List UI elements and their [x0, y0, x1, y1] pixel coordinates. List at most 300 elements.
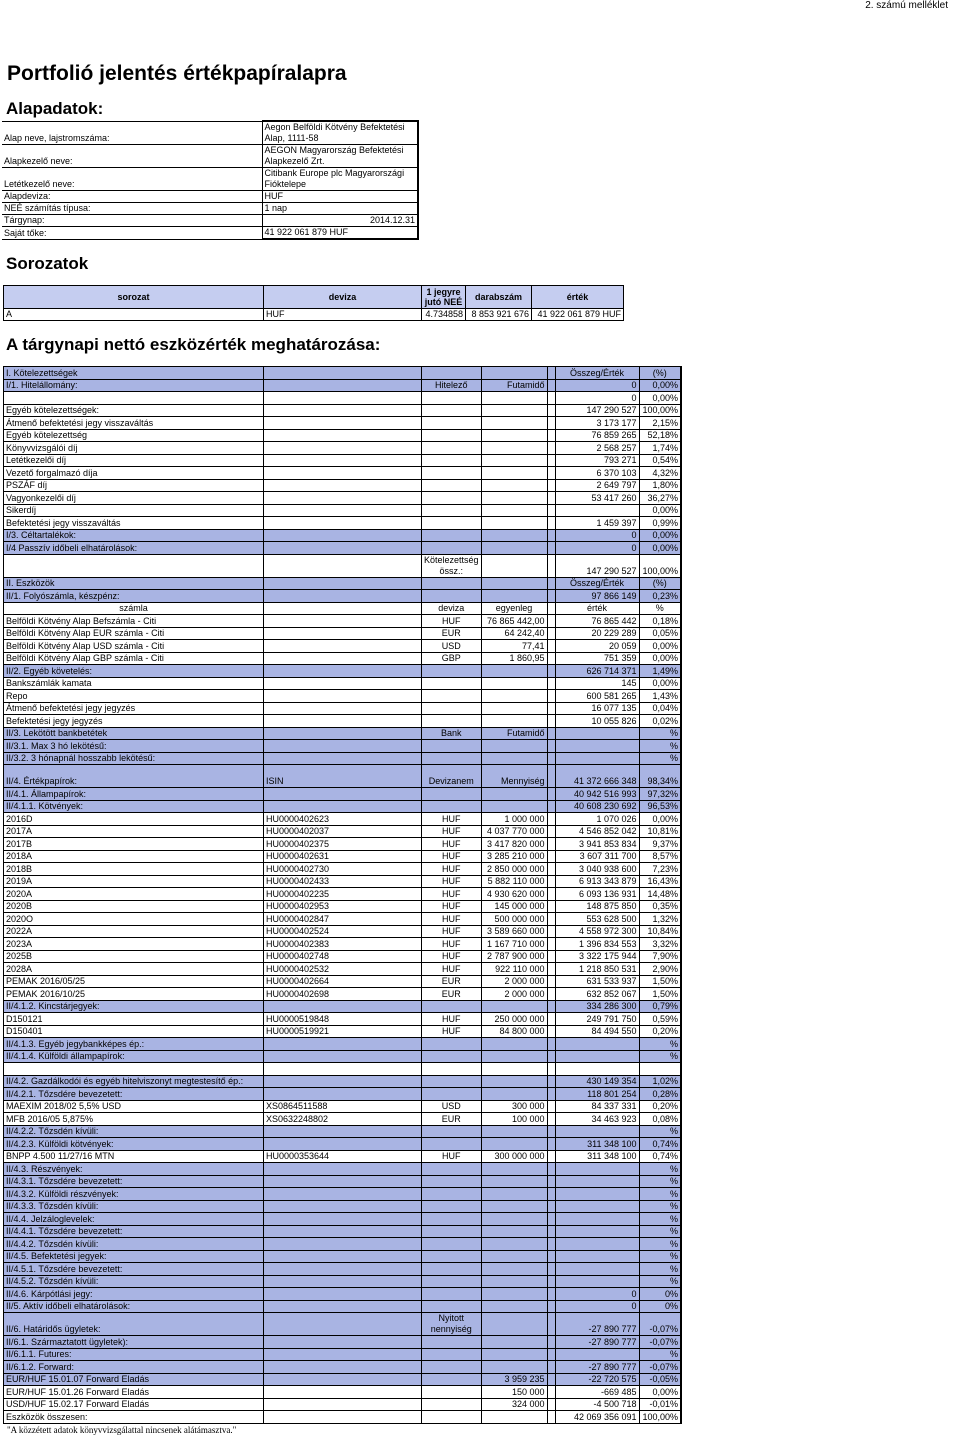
nav-cell-currency: HUF: [422, 900, 482, 913]
nav-cell-percent: 2,90%: [639, 963, 681, 976]
basic-label: Alapdeviza:: [2, 191, 262, 203]
nav-cell-label: II/6. Határidős ügyletek:: [4, 1313, 264, 1336]
series-header-sorozat: sorozat: [4, 286, 264, 309]
nav-cell-spacer: [547, 690, 555, 703]
nav-cell-spacer: [547, 1300, 555, 1313]
nav-cell-isin: HU0000402698: [264, 988, 422, 1001]
nav-cell-currency: [422, 1038, 482, 1051]
nav-cell-percent: 1,80%: [639, 479, 681, 492]
basic-row: [2, 203, 418, 215]
nav-cell-isin: [264, 788, 422, 801]
nav-cell-percent: 0,59%: [639, 1013, 681, 1026]
nav-cell-spacer: [547, 627, 555, 640]
nav-cell-value: 148 875 850: [555, 900, 639, 913]
nav-cell-spacer: [547, 602, 555, 615]
nav-cell-spacer: [547, 788, 555, 801]
nav-cell-quantity: [481, 367, 547, 380]
nav-cell-currency: [422, 529, 482, 542]
nav-cell-spacer: [547, 838, 555, 851]
nav-cell-isin: [264, 1263, 422, 1276]
nav-cell-label: Belföldi Kötvény Alap GBP számla - Citi: [4, 652, 264, 665]
nav-row: [4, 554, 682, 577]
nav-cell-value: -4 500 718: [555, 1398, 639, 1411]
nav-cell-currency: [422, 1163, 482, 1176]
nav-cell-percent: 1,02%: [639, 1075, 681, 1088]
nav-cell-spacer: [547, 392, 555, 405]
nav-cell-percent: 10,81%: [639, 825, 681, 838]
nav-cell-percent: (%): [639, 577, 681, 590]
nav-cell-percent: 0,74%: [639, 1138, 681, 1151]
nav-cell-percent: 7,90%: [639, 950, 681, 963]
nav-cell-percent: 0,20%: [639, 1100, 681, 1113]
nav-cell-quantity: 2 787 900 000: [481, 950, 547, 963]
series-header-nee: 1 jegyre jutó NEÉ: [422, 286, 466, 309]
nav-cell-value: -27 890 777: [555, 1361, 639, 1374]
nav-cell-spacer: [547, 702, 555, 715]
series-header-darabszam: darabszám: [466, 286, 532, 309]
nav-cell-currency: deviza: [422, 602, 482, 615]
nav-cell-percent: 0%: [639, 1300, 681, 1313]
nav-cell-label: I/1. Hitelállomány:: [4, 379, 264, 392]
nav-cell-isin: HU0000402664: [264, 975, 422, 988]
nav-cell-value: érték: [555, 602, 639, 615]
nav-cell-spacer: [547, 975, 555, 988]
nav-cell-quantity: 84 800 000: [481, 1025, 547, 1038]
nav-cell-currency: [422, 1275, 482, 1288]
nav-cell-label: 2020A: [4, 888, 264, 901]
nav-cell-label: II/2. Egyéb követelés:: [4, 665, 264, 678]
nav-cell-isin: HU0000402524: [264, 925, 422, 938]
nav-cell-quantity: [481, 1175, 547, 1188]
nav-cell-label: II/3.2. 3 hónapnál hosszabb lekötésű:: [4, 752, 264, 765]
nav-cell-percent: 0,54%: [639, 454, 681, 467]
nav-row: [4, 1348, 682, 1361]
nav-cell-isin: HU0000402730: [264, 863, 422, 876]
nav-cell-label: Átmenő befektetési jegy visszaváltás: [4, 417, 264, 430]
nav-cell-isin: HU0000402433: [264, 875, 422, 888]
nav-cell-label: 2017B: [4, 838, 264, 851]
nav-cell-value: [555, 1038, 639, 1051]
nav-row: [4, 1386, 682, 1399]
nav-cell-value: Összeg/Érték: [555, 367, 639, 380]
nav-cell-isin: ISIN: [264, 765, 422, 788]
nav-cell-label: II/4.1.1. Kötvények:: [4, 800, 264, 813]
nav-cell-value: 311 348 100: [555, 1150, 639, 1163]
nav-row: [4, 467, 682, 480]
nav-cell-percent: -0,07%: [639, 1313, 681, 1336]
nav-cell-value: 53 417 260: [555, 492, 639, 505]
nav-row: [4, 602, 682, 615]
nav-cell-currency: [422, 1188, 482, 1201]
nav-cell-currency: [422, 1075, 482, 1088]
nav-cell-currency: [422, 1263, 482, 1276]
basic-data-heading: Alapadatok:: [6, 99, 104, 118]
nav-cell-isin: [264, 379, 422, 392]
nav-cell-value: [555, 1050, 639, 1063]
nav-cell-quantity: 64 242,40: [481, 627, 547, 640]
nav-row: [4, 517, 682, 530]
nav-cell-value: 793 271: [555, 454, 639, 467]
nav-cell-quantity: [481, 1288, 547, 1301]
series-header-deviza: deviza: [264, 286, 422, 309]
nav-row: [4, 590, 682, 603]
nav-cell-percent: %: [639, 1250, 681, 1263]
nav-row: [4, 1213, 682, 1226]
nav-cell-value: 4 558 972 300: [555, 925, 639, 938]
nav-cell-quantity: [481, 479, 547, 492]
nav-cell-currency: Bank: [422, 727, 482, 740]
nav-cell-currency: [422, 417, 482, 430]
nav-cell-label: II/4.5.1. Tőzsdére bevezetett:: [4, 1263, 264, 1276]
nav-cell-isin: [264, 727, 422, 740]
nav-cell-currency: [422, 1200, 482, 1213]
nav-cell-spacer: [547, 652, 555, 665]
nav-cell-currency: [422, 1000, 482, 1013]
nav-cell-spacer: [547, 1313, 555, 1336]
nav-cell-isin: [264, 740, 422, 753]
nav-cell-value: 20 059: [555, 640, 639, 653]
nav-cell-percent: 1,32%: [639, 913, 681, 926]
nav-cell-isin: [264, 554, 422, 577]
nav-cell-percent: %: [639, 1348, 681, 1361]
nav-cell-percent: 2,15%: [639, 417, 681, 430]
nav-cell-percent: 8,57%: [639, 850, 681, 863]
nav-cell-label: II/4.1.2. Kincstárjegyek:: [4, 1000, 264, 1013]
nav-cell-isin: [264, 1411, 422, 1424]
nav-cell-currency: [422, 442, 482, 455]
nav-cell-currency: HUF: [422, 938, 482, 951]
nav-cell-quantity: [481, 417, 547, 430]
nav-cell-spacer: [547, 1063, 555, 1076]
nav-cell-percent: %: [639, 1038, 681, 1051]
nav-cell-quantity: [481, 1138, 547, 1151]
nav-row: [4, 975, 682, 988]
nav-cell-spacer: [547, 1336, 555, 1349]
nav-cell-percent: 96,53%: [639, 800, 681, 813]
nav-heading: A tárgynapi nettó eszközérték meghatározása:: [6, 335, 381, 354]
nav-cell-currency: USD: [422, 640, 482, 653]
nav-row: [4, 665, 682, 678]
nav-row: [4, 863, 682, 876]
nav-cell-label: II/4.4. Jelzáloglevelek:: [4, 1213, 264, 1226]
nav-cell-currency: [422, 590, 482, 603]
nav-cell-spacer: [547, 479, 555, 492]
nav-cell-isin: XS0864511588: [264, 1100, 422, 1113]
nav-cell-label: BNPP 4.500 11/27/16 MTN: [4, 1150, 264, 1163]
basic-value: Citibank Europe plc Magyarországi Fióktelepe: [262, 168, 418, 191]
nav-cell-label: 2020O: [4, 913, 264, 926]
nav-cell-quantity: 3 417 820 000: [481, 838, 547, 851]
nav-cell-value: 10 055 826: [555, 715, 639, 728]
nav-row: [4, 1373, 682, 1386]
basic-label: Alapkezelő neve:: [2, 145, 262, 168]
nav-cell-percent: %: [639, 1200, 681, 1213]
nav-cell-quantity: 324 000: [481, 1398, 547, 1411]
nav-cell-percent: 0,00%: [639, 392, 681, 405]
series-nee: 4.734858: [422, 309, 466, 321]
nav-table: [3, 366, 682, 1424]
nav-cell-label: II/4.3.3. Tőzsdén kívüli:: [4, 1200, 264, 1213]
nav-cell-value: 553 628 500: [555, 913, 639, 926]
nav-cell-percent: %: [639, 602, 681, 615]
nav-cell-currency: HUF: [422, 863, 482, 876]
nav-cell-percent: 0,00%: [639, 813, 681, 826]
nav-row: [4, 1263, 682, 1276]
nav-cell-currency: HUF: [422, 888, 482, 901]
nav-cell-isin: HU0000402235: [264, 888, 422, 901]
nav-cell-spacer: [547, 615, 555, 628]
nav-cell-currency: [422, 715, 482, 728]
nav-cell-value: [555, 1238, 639, 1251]
nav-row: [4, 417, 682, 430]
nav-cell-isin: HU0000519848: [264, 1013, 422, 1026]
nav-cell-isin: HU0000519921: [264, 1025, 422, 1038]
nav-cell-percent: 52,18%: [639, 429, 681, 442]
nav-cell-isin: HU0000402375: [264, 838, 422, 851]
nav-cell-currency: [422, 492, 482, 505]
nav-row: [4, 813, 682, 826]
nav-cell-value: [555, 740, 639, 753]
nav-row: [4, 800, 682, 813]
nav-cell-quantity: [481, 492, 547, 505]
nav-row: [4, 875, 682, 888]
nav-cell-value: Összeg/Érték: [555, 577, 639, 590]
nav-cell-percent: [639, 1063, 681, 1076]
nav-cell-percent: 0,00%: [639, 542, 681, 555]
nav-cell-isin: [264, 1063, 422, 1076]
nav-cell-value: 84 494 550: [555, 1025, 639, 1038]
nav-cell-spacer: [547, 1013, 555, 1026]
nav-cell-quantity: [481, 1050, 547, 1063]
nav-cell-label: II/4.2.3. Külföldi kötvények:: [4, 1138, 264, 1151]
nav-cell-spacer: [547, 1348, 555, 1361]
nav-row: [4, 1398, 682, 1411]
nav-cell-label: II/4.1. Állampapírok:: [4, 788, 264, 801]
nav-row: [4, 900, 682, 913]
nav-cell-isin: [264, 1200, 422, 1213]
nav-cell-isin: HU0000402037: [264, 825, 422, 838]
nav-cell-label: I/3. Céltartalékok:: [4, 529, 264, 542]
nav-cell-value: 249 791 750: [555, 1013, 639, 1026]
nav-cell-spacer: [547, 554, 555, 577]
nav-row: [4, 963, 682, 976]
nav-cell-percent: 0%: [639, 1288, 681, 1301]
nav-cell-label: I. Kötelezettségek: [4, 367, 264, 380]
nav-cell-label: EUR/HUF 15.01.26 Forward Eladás: [4, 1386, 264, 1399]
nav-cell-value: 600 581 265: [555, 690, 639, 703]
nav-row: [4, 727, 682, 740]
nav-cell-isin: [264, 1361, 422, 1374]
nav-cell-currency: [422, 1225, 482, 1238]
series-header-row: [4, 286, 624, 309]
nav-cell-label: 2016D: [4, 813, 264, 826]
nav-cell-value: 40 942 516 993: [555, 788, 639, 801]
nav-cell-quantity: 1 167 710 000: [481, 938, 547, 951]
nav-cell-isin: [264, 517, 422, 530]
nav-cell-isin: [264, 615, 422, 628]
nav-cell-isin: [264, 1000, 422, 1013]
nav-cell-spacer: [547, 715, 555, 728]
nav-cell-percent: 0,18%: [639, 615, 681, 628]
basic-label: Tárgynap:: [2, 215, 262, 227]
nav-row: [4, 1275, 682, 1288]
nav-cell-currency: [422, 800, 482, 813]
nav-cell-spacer: [547, 1361, 555, 1374]
nav-cell-currency: Kötelezettség össz.:: [422, 554, 482, 577]
nav-cell-label: II/5. Aktív időbeli elhatárolások:: [4, 1300, 264, 1313]
nav-cell-isin: HU0000402953: [264, 900, 422, 913]
nav-cell-quantity: [481, 1125, 547, 1138]
nav-cell-spacer: [547, 404, 555, 417]
nav-cell-quantity: [481, 1000, 547, 1013]
nav-cell-value: 626 714 371: [555, 665, 639, 678]
nav-cell-isin: [264, 429, 422, 442]
nav-cell-label: 2020B: [4, 900, 264, 913]
nav-cell-value: [555, 1125, 639, 1138]
nav-cell-isin: [264, 752, 422, 765]
nav-cell-value: -27 890 777: [555, 1336, 639, 1349]
nav-cell-currency: [422, 577, 482, 590]
nav-row: [4, 1238, 682, 1251]
nav-cell-spacer: [547, 800, 555, 813]
nav-cell-label: Vezető forgalmazó díja: [4, 467, 264, 480]
nav-cell-spacer: [547, 1373, 555, 1386]
nav-cell-value: 430 149 354: [555, 1075, 639, 1088]
nav-row: [4, 367, 682, 380]
series-table: [3, 285, 624, 321]
nav-cell-spacer: [547, 863, 555, 876]
nav-cell-spacer: [547, 1100, 555, 1113]
series-row: [4, 309, 624, 321]
nav-cell-percent: 100,00%: [639, 404, 681, 417]
nav-cell-value: 147 290 527: [555, 404, 639, 417]
nav-cell-percent: %: [639, 1263, 681, 1276]
nav-cell-value: [555, 1063, 639, 1076]
nav-cell-isin: [264, 454, 422, 467]
nav-cell-value: 3 322 175 944: [555, 950, 639, 963]
nav-cell-currency: Hitelező: [422, 379, 482, 392]
nav-cell-label: II/6.1.1. Futures:: [4, 1348, 264, 1361]
nav-cell-label: Egyéb kötelezettség: [4, 429, 264, 442]
nav-cell-spacer: [547, 1188, 555, 1201]
nav-cell-isin: [264, 1336, 422, 1349]
nav-cell-spacer: [547, 1275, 555, 1288]
nav-row: [4, 850, 682, 863]
nav-cell-currency: [422, 404, 482, 417]
nav-cell-quantity: [481, 665, 547, 678]
nav-cell-label: számla: [4, 602, 264, 615]
nav-row: [4, 702, 682, 715]
annex-label: 2. számú melléklet: [865, 0, 948, 11]
nav-cell-percent: 9,37%: [639, 838, 681, 851]
nav-cell-label: Eszközök összesen:: [4, 1411, 264, 1424]
nav-cell-percent: 0,00%: [639, 379, 681, 392]
nav-cell-quantity: [481, 1225, 547, 1238]
nav-cell-value: 0: [555, 392, 639, 405]
nav-cell-currency: [422, 504, 482, 517]
nav-cell-percent: %: [639, 1213, 681, 1226]
nav-cell-value: 147 290 527: [555, 554, 639, 577]
nav-cell-value: 42 069 356 091: [555, 1411, 639, 1424]
basic-value: 41 922 061 879 HUF: [262, 227, 418, 240]
nav-row: [4, 950, 682, 963]
nav-cell-value: [555, 1200, 639, 1213]
basic-value: 2014.12.31: [262, 215, 418, 227]
nav-cell-value: [555, 1348, 639, 1361]
nav-row: [4, 1063, 682, 1076]
nav-cell-spacer: [547, 1175, 555, 1188]
nav-cell-currency: [422, 1336, 482, 1349]
nav-cell-value: 631 533 937: [555, 975, 639, 988]
nav-cell-currency: EUR: [422, 627, 482, 640]
nav-row: [4, 1313, 682, 1336]
nav-cell-spacer: [547, 950, 555, 963]
nav-cell-isin: [264, 1348, 422, 1361]
nav-cell-spacer: [547, 1150, 555, 1163]
nav-cell-isin: [264, 640, 422, 653]
nav-cell-isin: [264, 1250, 422, 1263]
nav-cell-value: 3 941 853 834: [555, 838, 639, 851]
nav-cell-percent: 0,00%: [639, 504, 681, 517]
nav-row: [4, 1000, 682, 1013]
nav-cell-currency: [422, 479, 482, 492]
nav-row: [4, 1125, 682, 1138]
nav-cell-quantity: [481, 1075, 547, 1088]
nav-cell-value: 2 649 797: [555, 479, 639, 492]
basic-row: [2, 215, 418, 227]
nav-cell-quantity: [481, 1348, 547, 1361]
nav-cell-value: 311 348 100: [555, 1138, 639, 1151]
nav-cell-quantity: [481, 1213, 547, 1226]
nav-cell-isin: [264, 1275, 422, 1288]
nav-cell-isin: [264, 1038, 422, 1051]
nav-cell-quantity: 76 865 442,00: [481, 615, 547, 628]
nav-cell-percent: %: [639, 1125, 681, 1138]
nav-cell-quantity: [481, 429, 547, 442]
nav-cell-label: II/4.3. Részvények:: [4, 1163, 264, 1176]
nav-cell-spacer: [547, 765, 555, 788]
nav-cell-spacer: [547, 492, 555, 505]
nav-cell-value: [555, 504, 639, 517]
nav-cell-percent: 1,50%: [639, 975, 681, 988]
nav-cell-label: II/4.4.2. Tőzsdén kívüli:: [4, 1238, 264, 1251]
nav-cell-spacer: [547, 1238, 555, 1251]
nav-cell-label: Letétkezelői díj: [4, 454, 264, 467]
nav-cell-quantity: 922 110 000: [481, 963, 547, 976]
nav-cell-percent: 0,00%: [639, 529, 681, 542]
nav-cell-quantity: 500 000 000: [481, 913, 547, 926]
nav-cell-isin: [264, 1398, 422, 1411]
nav-cell-quantity: [481, 1063, 547, 1076]
nav-cell-currency: EUR: [422, 975, 482, 988]
nav-cell-spacer: [547, 850, 555, 863]
nav-row: [4, 1113, 682, 1126]
nav-cell-isin: [264, 800, 422, 813]
nav-cell-quantity: 100 000: [481, 1113, 547, 1126]
nav-cell-spacer: [547, 1213, 555, 1226]
nav-row: [4, 379, 682, 392]
nav-cell-spacer: [547, 677, 555, 690]
nav-cell-label: 2022A: [4, 925, 264, 938]
nav-cell-spacer: [547, 665, 555, 678]
nav-cell-label: Belföldi Kötvény Alap USD számla - Citi: [4, 640, 264, 653]
nav-cell-isin: [264, 1075, 422, 1088]
series-sorozat: A: [4, 309, 264, 321]
nav-cell-currency: [422, 690, 482, 703]
nav-cell-isin: [264, 602, 422, 615]
nav-row: [4, 1013, 682, 1026]
nav-cell-label: 2028A: [4, 963, 264, 976]
